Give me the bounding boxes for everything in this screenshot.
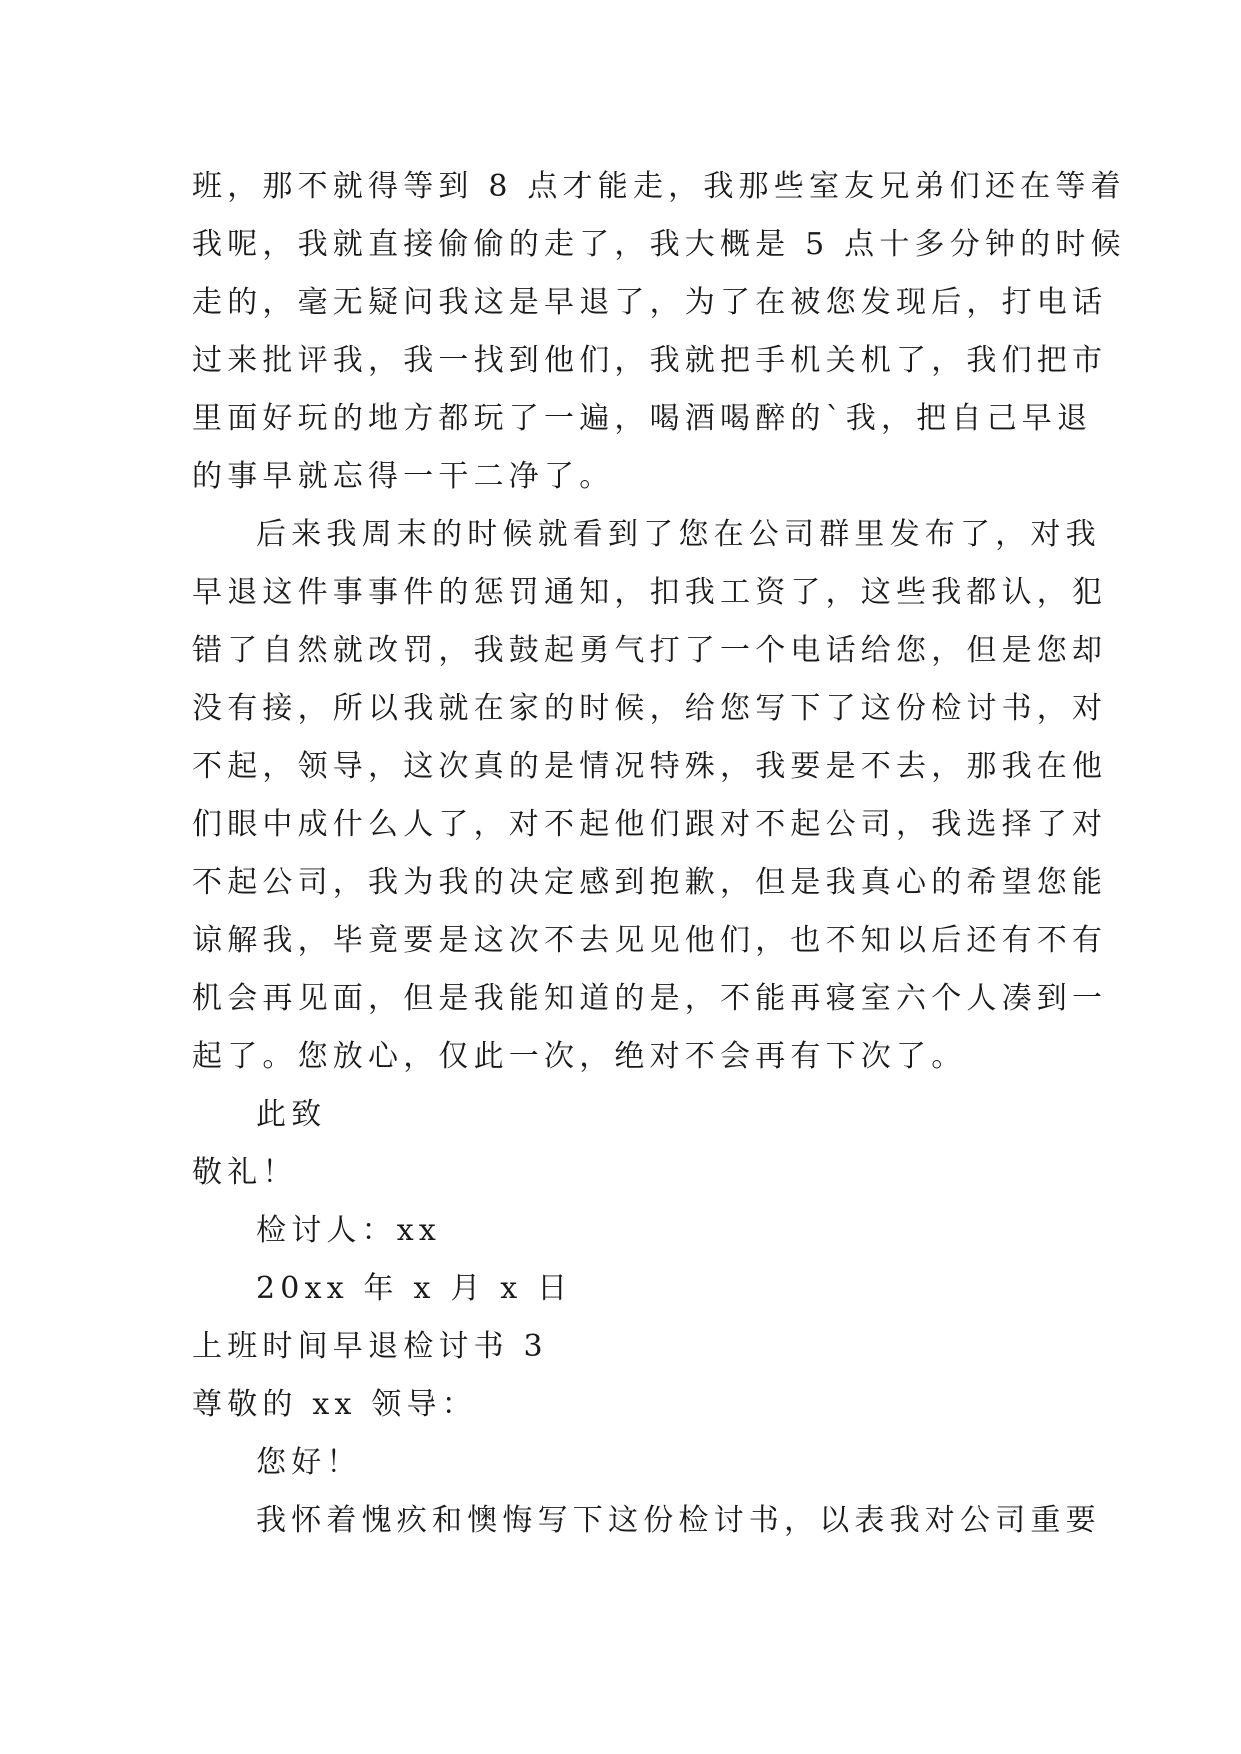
signature-date: 20xx 年 x 月 x 日 xyxy=(256,1271,573,1306)
paragraph-start-line: 我怀着愧疚和懊悔写下这份检讨书，以表我对公司重要 xyxy=(256,1503,1101,1538)
text-line: 早退这件事事件的惩罚通知，扣我工资了，这些我都认，犯 xyxy=(192,575,1108,610)
closing-phrase: 此致 xyxy=(256,1097,327,1132)
text-line: 谅解我，毕竟要是这次不去见见他们，也不知以后还有不有 xyxy=(192,923,1108,958)
text-line: 机会再见面，但是我能知道的是，不能再寝室六个人凑到一 xyxy=(192,981,1108,1016)
salutation: 尊敬的 xx 领导： xyxy=(192,1387,477,1422)
text-line: 不起公司，我为我的决定感到抱歉，但是我真心的希望您能 xyxy=(192,865,1108,900)
text-line: 们眼中成什么人了，对不起他们跟对不起公司，我选择了对 xyxy=(192,807,1108,842)
document-body xyxy=(192,158,1126,1550)
signature-name: 检讨人：xx xyxy=(256,1213,442,1248)
text-line: 起了。您放心，仅此一次，绝对不会再有下次了。 xyxy=(192,1039,967,1074)
salutation-closing: 敬礼！ xyxy=(192,1155,298,1190)
text-line: 的事早就忘得一干二净了。 xyxy=(192,459,615,494)
text-line: 我呢，我就直接偷偷的走了，我大概是 5 点十多分钟的时候 xyxy=(192,227,1126,262)
section-title: 上班时间早退检讨书 3 xyxy=(192,1329,548,1364)
text-line: 走的，毫无疑问我这是早退了，为了在被您发现后，打电话 xyxy=(192,285,1108,320)
text-line: 不起，领导，这次真的是情况特殊，我要是不去，那我在他 xyxy=(192,749,1108,784)
greeting: 您好！ xyxy=(256,1445,362,1480)
text-line: 过来批评我，我一找到他们，我就把手机关机了，我们把市 xyxy=(192,343,1108,378)
text-line: 里面好玩的地方都玩了一遍，喝酒喝醉的`我，把自己早退 xyxy=(192,401,1093,436)
text-line: 没有接，所以我就在家的时候，给您写下了这份检讨书，对 xyxy=(192,691,1108,726)
text-line: 错了自然就改罚，我鼓起勇气打了一个电话给您，但是您却 xyxy=(192,633,1108,668)
text-line: 班，那不就得等到 8 点才能走，我那些室友兄弟们还在等着 xyxy=(192,169,1126,204)
paragraph-start-line: 后来我周末的时候就看到了您在公司群里发布了，对我 xyxy=(256,517,1101,552)
